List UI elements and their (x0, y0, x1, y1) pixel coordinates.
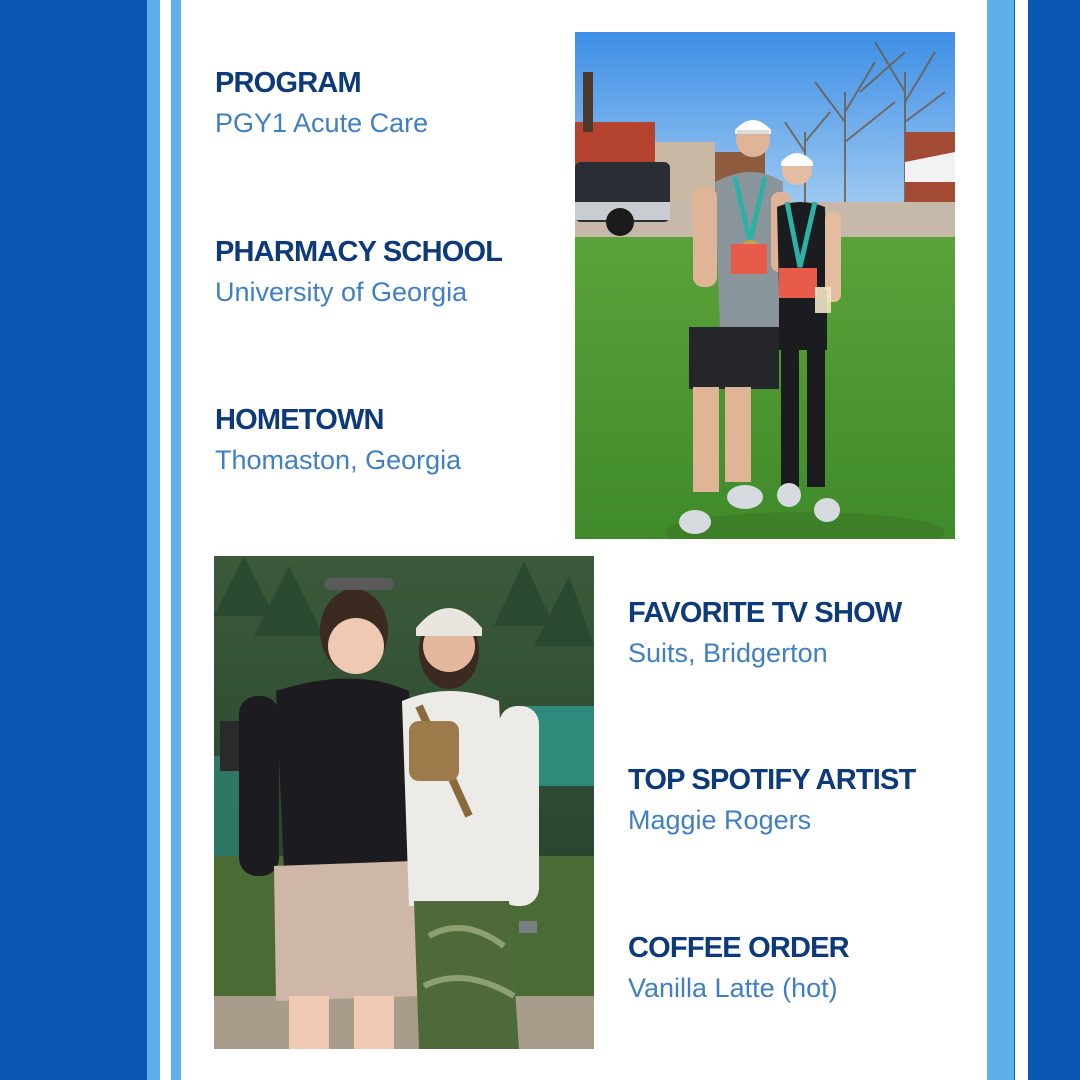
field-favorite-tv-show (628, 596, 901, 670)
right-white-stripe (1015, 0, 1028, 1080)
left-white-stripe (160, 0, 171, 1080)
pharmacy-school-label: PHARMACY SCHOOL (215, 236, 503, 268)
top-spotify-artist-label: TOP SPOTIFY ARTIST (628, 764, 916, 796)
favorite-tv-show-value: Suits, Bridgerton (628, 638, 828, 668)
pharmacy-school-value: University of Georgia (215, 277, 468, 307)
favorite-tv-show-label: FAVORITE TV SHOW (628, 597, 902, 629)
program-value: PGY1 Acute Care (215, 108, 429, 138)
hometown-label: HOMETOWN (215, 404, 384, 436)
field-pharmacy-school (215, 235, 502, 309)
coffee-order-label: COFFEE ORDER (628, 932, 849, 964)
right-light-stripe (987, 0, 1014, 1080)
bottom-photo (214, 556, 594, 1049)
field-top-spotify-artist (628, 763, 915, 837)
field-program (215, 66, 428, 140)
friends-hike-photo-illustration (214, 556, 594, 1049)
field-coffee-order (628, 931, 849, 1005)
top-photo (575, 32, 955, 539)
top-spotify-artist-value: Maggie Rogers (628, 805, 812, 835)
coffee-order-value: Vanilla Latte (hot) (628, 973, 838, 1003)
field-hometown (215, 403, 461, 477)
hometown-value: Thomaston, Georgia (215, 445, 462, 475)
couple-race-photo-illustration (575, 32, 955, 539)
program-label: PROGRAM (215, 67, 361, 99)
